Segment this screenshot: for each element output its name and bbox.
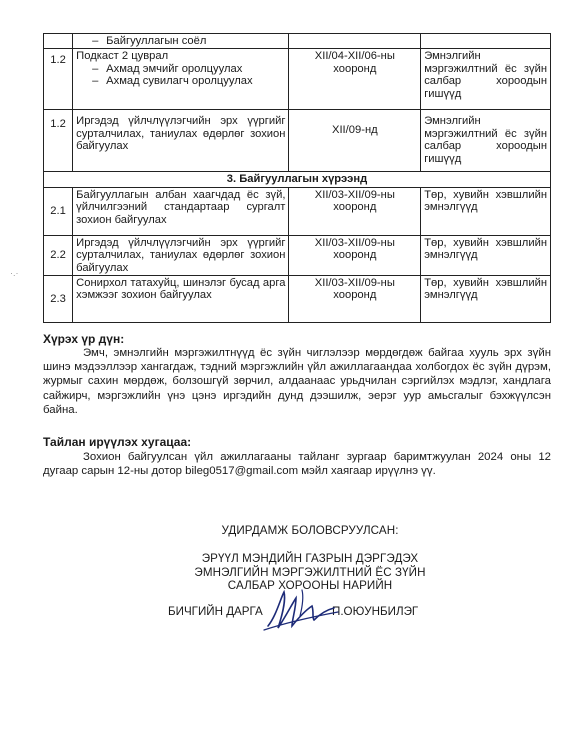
row-number: 1.2 [44, 49, 73, 110]
table-row [44, 276, 551, 323]
responsible-cell: Эмнэлгийн мэргэжилтний ёс зүйн салбар хороодын гишүүд [421, 49, 551, 110]
result-text: Эмч, эмнэлгийн мэргэжилтнүүд ёс зүйн чиглэлээр мөрдөгдөж байгаа хууль эрх зүйн шинэ мэдээллээр хангагдаж, тэдний мэргэжлийн үйл ажиллагаандаа холбогдох ёс зүйн дүрэм, журмыг сахин мөрдөж, болзошгүй зөрчил, алдаанаас урьдчилан сэргийлэх мэдлэг, хандлага сайжирч, мэргэжлийн үнэ цэнэ иргэдийн дунд дээшилж, эерэг уур амьсгалыг бэхжүүлсэн байна. [43, 347, 551, 416]
org-line: ЭРҮҮЛ МЭНДИЙН ГАЗРЫН ДЭРГЭДЭХ [201, 552, 419, 565]
table-row [44, 235, 551, 275]
table-row [44, 110, 551, 172]
responsible-cell: Төр, хувийн хэвшлийн эмнэлгүүд [421, 235, 551, 275]
activity-plan-table [43, 33, 551, 323]
table-row [44, 187, 551, 235]
section-title: 3. Байгууллагын хүрээнд [44, 172, 551, 187]
activity-cell: Байгууллагын албан хаагчдад ёс зүй, үйлчилгээний стандартаар сургалт зохион байгуулах [73, 187, 289, 235]
responsible-cell: Төр, хувийн хэвшлийн эмнэлгүүд [421, 187, 551, 235]
list-item: – Байгууллагын соёл [92, 35, 285, 47]
org-line: ЭМНЭЛГИЙН МЭРГЭЖИЛТНИЙ ЁС ЗҮЙН [194, 565, 426, 579]
date-cell [289, 34, 421, 49]
table-row [44, 49, 551, 110]
date-cell: XII/03-XII/09-ны хооронд [289, 235, 421, 275]
table-row [44, 34, 551, 49]
date-cell: XII/03-XII/09-ны хооронд [289, 187, 421, 235]
scan-speck: ·.· [10, 268, 19, 278]
section-row [44, 172, 551, 187]
result-heading: Хүрэх үр дүн: [43, 332, 125, 346]
activity-cell: Сонирхол татахуйц, шинэлэг бусад арга хэмжээг зохион байгуулах [73, 276, 289, 323]
activity-cell: Иргэдэд үйлчлүүлэгчийн эрх үүргийг сурталчилах, таниулах өдөрлөг зохион байгуулах [73, 235, 289, 275]
deadline-text: Зохион байгуулсан үйл ажиллагааны тайланг зургаар баримтжуулан 2024 оны 12 дугаар сарын 12-ны дотор bileg0517@gmail.com мэйл хаягаар ирүүлнэ үү. [43, 451, 551, 478]
row-number: 1.2 [44, 110, 73, 172]
row-number [44, 34, 73, 49]
activity-cell: Иргэдэд үйлчлүүлэгчийн эрх үүргийг сурталчилах, таниулах өдөрлөг зохион байгуулах [73, 110, 289, 172]
responsible-cell [421, 34, 551, 49]
result-paragraph [43, 346, 551, 417]
deadline-paragraph [43, 450, 551, 478]
signer-name: П.ОЮУНБИЛЭГ [332, 605, 419, 618]
responsible-cell: Төр, хувийн хэвшлийн эмнэлгүүд [421, 276, 551, 323]
row-number: 2.3 [44, 276, 73, 323]
list-item: – Ахмад эмчийг оролцуулах [92, 63, 285, 75]
date-cell: XII/09-нд [289, 110, 421, 172]
handwritten-signature [262, 586, 342, 636]
row-number: 2.2 [44, 235, 73, 275]
list-item: – Ахмад сувилагч оролцуулах [92, 75, 285, 87]
date-cell: XII/04-XII/06-ны хооронд [289, 49, 421, 110]
activity-text: Подкаст 2 цуврал [76, 50, 169, 63]
deadline-heading: Тайлан ирүүлэх хугацаа: [43, 435, 192, 449]
org-line: САЛБАР ХОРООНЫ НАРИЙН [227, 579, 393, 593]
prepared-by-label: УДИРДАМЖ БОЛОВСРУУЛСАН: [221, 524, 399, 537]
activity-cell [73, 34, 289, 49]
date-cell: XII/03-XII/09-ны хооронд [289, 276, 421, 323]
responsible-cell: Эмнэлгийн мэргэжилтний ёс зүйн салбар хороодын гишүүд [421, 110, 551, 172]
signer-title: БИЧГИЙН ДАРГА [168, 605, 263, 618]
row-number: 2.1 [44, 187, 73, 235]
activity-cell [73, 49, 289, 110]
